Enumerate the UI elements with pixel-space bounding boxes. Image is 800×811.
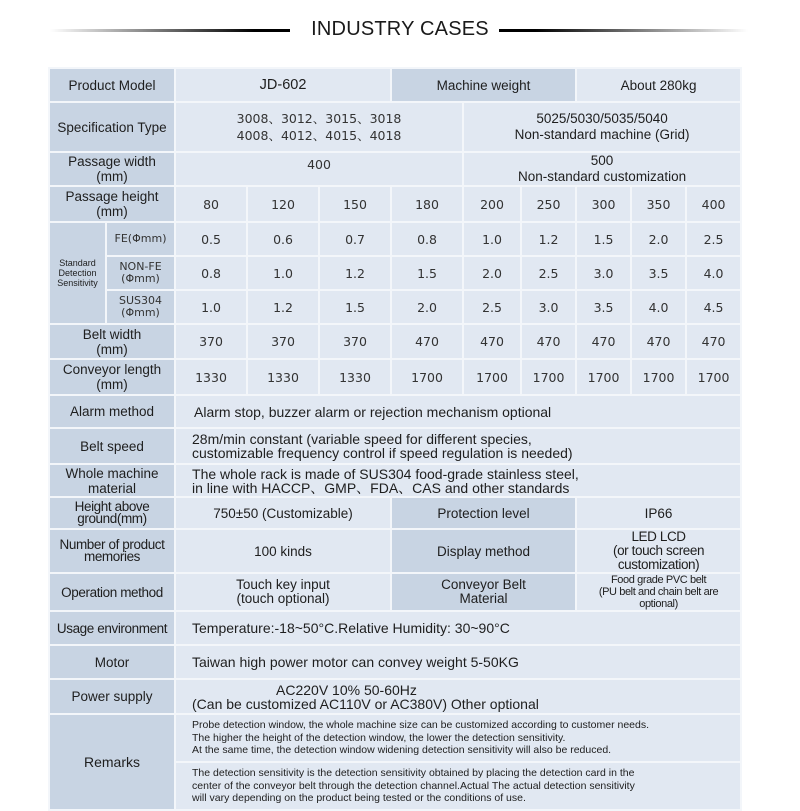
cell: 1.2: [247, 290, 319, 324]
value-usage-environment: Temperature:-18~50°C.Relative Humidity: 30~90°C: [175, 611, 741, 645]
label-machine-weight: Machine weight: [391, 68, 576, 102]
cell: 470: [576, 324, 631, 359]
cell: 2.5: [521, 256, 576, 290]
row-alarm-method: [49, 395, 741, 428]
cell: 0.7: [319, 222, 391, 256]
label-usage-environment: Usage environment: [49, 611, 175, 645]
cell: 300: [576, 186, 631, 222]
label-product-memories: Number of product memories: [49, 529, 175, 573]
value-remarks-part2: The detection sensitivity is the detection sensitivity obtained by placing the detection card in the center of the conveyor belt through the detection channel.Actual The actual detection sensitivity will vary depending on the product being tested or the conditions of use.: [175, 762, 741, 810]
cell: 1.0: [247, 256, 319, 290]
label-conveyor-length: Conveyor length (mm): [49, 359, 175, 395]
cell: 1.0: [175, 290, 247, 324]
row-power-supply: [49, 679, 741, 714]
cell: 470: [521, 324, 576, 359]
cell: 2.0: [631, 222, 686, 256]
label-passage-height: Passage height (mm): [49, 186, 175, 222]
cell: 2.5: [463, 290, 521, 324]
row-product-memories: [49, 529, 741, 573]
cell: 0.8: [175, 256, 247, 290]
cell: 470: [391, 324, 463, 359]
label-product-model: Product Model: [49, 68, 175, 102]
label-belt-speed: Belt speed: [49, 428, 175, 464]
row-passage-width: [49, 152, 741, 186]
value-protection-level: IP66: [576, 497, 741, 529]
cell: 470: [686, 324, 741, 359]
row-belt-speed: [49, 428, 741, 464]
label-belt-width: Belt width (mm): [49, 324, 175, 359]
cell: 370: [247, 324, 319, 359]
value-passage-width-b: 500 Non-standard customization: [463, 152, 741, 186]
value-conveyor-belt-material: Food grade PVC belt (PU belt and chain belt are optional): [576, 573, 741, 611]
value-belt-speed: 28m/min constant (variable speed for different species, customizable frequency control if speed regulation is needed): [175, 428, 741, 464]
row-belt-width: [49, 324, 741, 359]
label-passage-width: Passage width (mm): [49, 152, 175, 186]
value-power-supply: AC220V 10% 50-60Hz (Can be customized AC110V or AC380V) Other optional: [175, 679, 741, 714]
cell: 1700: [463, 359, 521, 395]
cell: 200: [463, 186, 521, 222]
cell: 3.5: [631, 256, 686, 290]
row-product-model: [49, 68, 741, 102]
label-display-method: Display method: [391, 529, 576, 573]
row-height-above-ground: [49, 497, 741, 529]
spec-table: [48, 67, 742, 811]
label-height-above-ground: Height above ground(mm): [49, 497, 175, 529]
row-passage-height: [49, 186, 741, 222]
page-title: INDUSTRY CASES: [301, 18, 499, 40]
row-conveyor-length: [49, 359, 741, 395]
cell: 370: [319, 324, 391, 359]
cell: 2.5: [686, 222, 741, 256]
row-remarks-1: [49, 714, 741, 762]
cell: 1330: [319, 359, 391, 395]
value-whole-machine-material: The whole rack is made of SUS304 food-grade stainless steel, in line with HACCP、GMP、FDA、CAS and other standards: [175, 464, 741, 497]
cell: 1700: [631, 359, 686, 395]
label-conveyor-belt-material: Conveyor Belt Material: [391, 573, 576, 611]
cell: 0.6: [247, 222, 319, 256]
label-whole-machine-material: Whole machine material: [49, 464, 175, 497]
cell: 1330: [247, 359, 319, 395]
label-power-supply: Power supply: [49, 679, 175, 714]
cell: 1700: [576, 359, 631, 395]
cell: 1.0: [463, 222, 521, 256]
row-usage-environment: [49, 611, 741, 645]
cell: 3.5: [576, 290, 631, 324]
label-motor: Motor: [49, 645, 175, 679]
cell: 150: [319, 186, 391, 222]
cell: 400: [686, 186, 741, 222]
cell: 80: [175, 186, 247, 222]
value-alarm-method: Alarm stop, buzzer alarm or rejection mechanism optional: [175, 395, 741, 428]
value-display-method: LED LCD (or touch screen customization): [576, 529, 741, 573]
cell: 180: [391, 186, 463, 222]
cell: 1700: [391, 359, 463, 395]
cell: 2.0: [391, 290, 463, 324]
row-operation-method: [49, 573, 741, 611]
cell: 1700: [686, 359, 741, 395]
value-specification-group-b: 5025/5030/5035/5040 Non-standard machine (Grid): [463, 102, 741, 152]
label-remarks: Remarks: [49, 714, 175, 810]
cell: 4.5: [686, 290, 741, 324]
cell: 1.2: [319, 256, 391, 290]
cell: 1.2: [521, 222, 576, 256]
label-operation-method: Operation method: [49, 573, 175, 611]
value-operation-method: Touch key input (touch optional): [175, 573, 391, 611]
row-sensitivity-non-fe: [49, 256, 741, 290]
cell: 120: [247, 186, 319, 222]
cell: 4.0: [631, 290, 686, 324]
cell: 1330: [175, 359, 247, 395]
cell: 0.5: [175, 222, 247, 256]
value-product-memories: 100 kinds: [175, 529, 391, 573]
cell: 1.5: [391, 256, 463, 290]
cell: 250: [521, 186, 576, 222]
cell: 2.0: [463, 256, 521, 290]
cell: 370: [175, 324, 247, 359]
cell: 1700: [521, 359, 576, 395]
label-fe: FE(Φmm): [106, 222, 175, 256]
row-sensitivity-fe: [49, 222, 741, 256]
label-alarm-method: Alarm method: [49, 395, 175, 428]
cell: 3.0: [521, 290, 576, 324]
label-specification-type: Specification Type: [49, 102, 175, 152]
row-specification-type: [49, 102, 741, 152]
cell: 3.0: [576, 256, 631, 290]
cell: 350: [631, 186, 686, 222]
label-non-fe: NON-FE (Φmm): [106, 256, 175, 290]
value-product-model: JD-602: [175, 68, 391, 102]
label-sus304: SUS304 (Φmm): [106, 290, 175, 324]
value-remarks-part1: Probe detection window, the whole machine size can be customized according to customer needs. The higher the height of the detection window, the lower the detection sensitivity. At the same time, the detection window widening detection sensitivity will also be reduced.: [175, 714, 741, 762]
cell: 1.5: [576, 222, 631, 256]
row-whole-machine-material: [49, 464, 741, 497]
cell: 4.0: [686, 256, 741, 290]
cell: 0.8: [391, 222, 463, 256]
cell: 470: [631, 324, 686, 359]
label-standard-detection-sensitivity: Standard Detection Sensitivity: [49, 222, 106, 324]
value-motor: Taiwan high power motor can convey weight 5-50KG: [175, 645, 741, 679]
value-passage-width-a: 400: [175, 152, 463, 186]
value-height-above-ground: 750±50 (Customizable): [175, 497, 391, 529]
row-motor: [49, 645, 741, 679]
value-machine-weight: About 280kg: [576, 68, 741, 102]
value-specification-group-a: 3008、3012、3015、3018 4008、4012、4015、4018: [175, 102, 463, 152]
row-sensitivity-sus304: [49, 290, 741, 324]
cell: 1.5: [319, 290, 391, 324]
label-protection-level: Protection level: [391, 497, 576, 529]
section-title: [0, 14, 800, 46]
cell: 470: [463, 324, 521, 359]
